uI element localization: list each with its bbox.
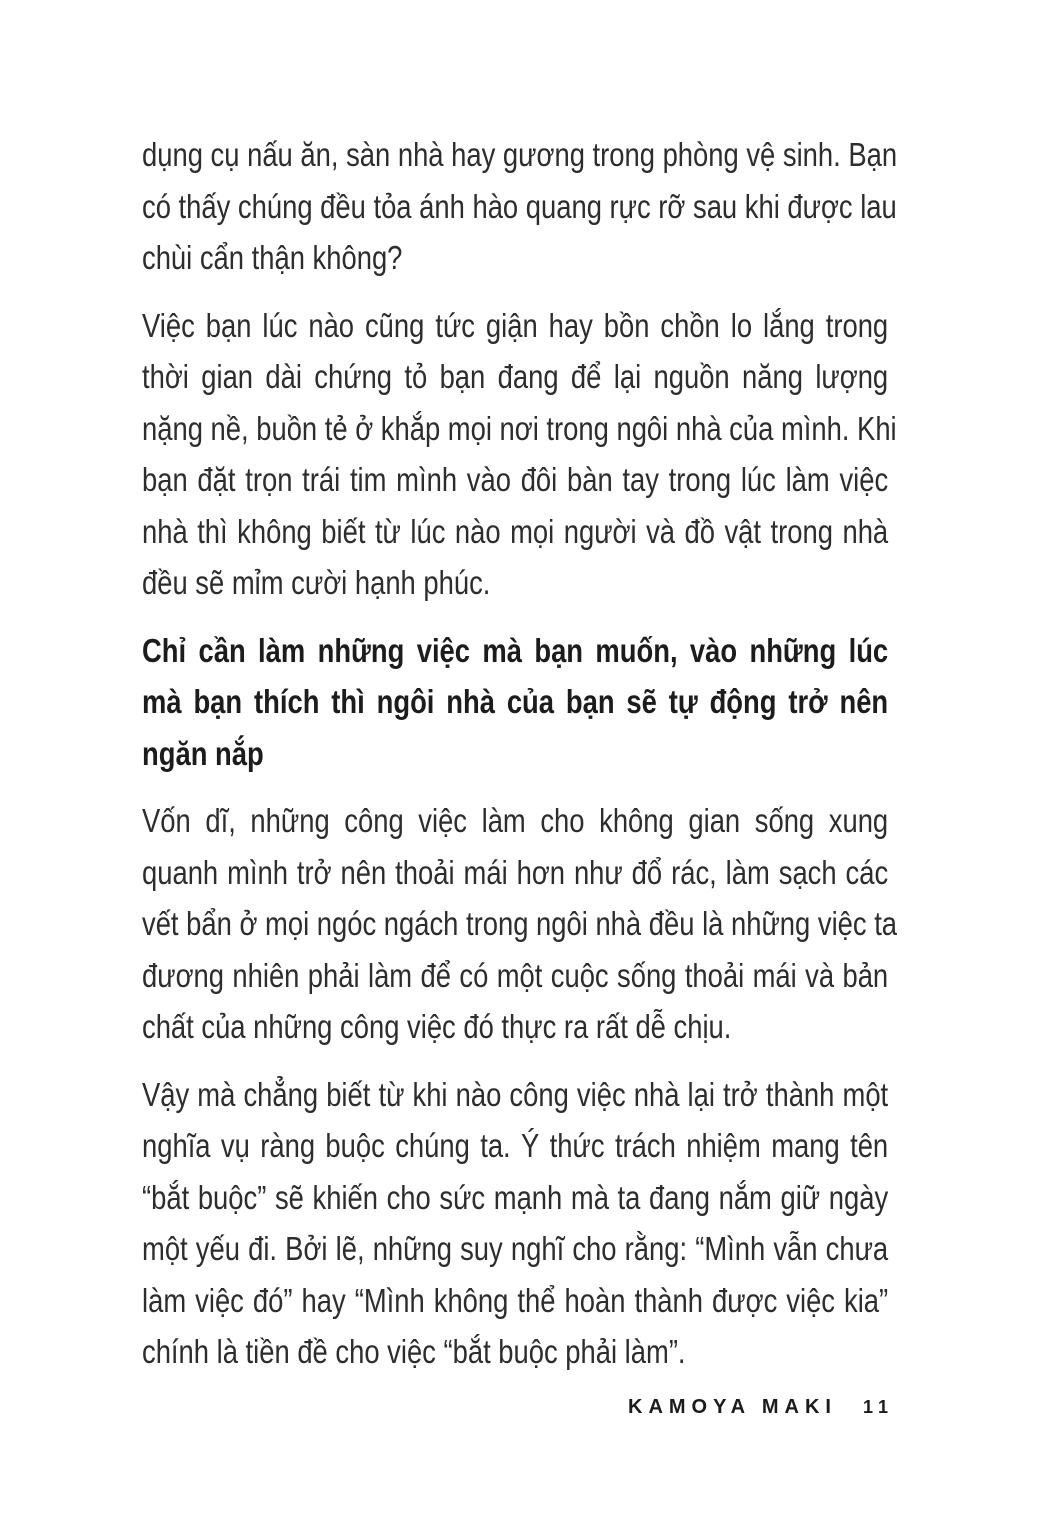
text-line: vết bẩn ở mọi ngóc ngách trong ngôi nhà đều là những việc ta [142, 905, 898, 942]
body-paragraph [142, 795, 898, 1053]
section-heading [142, 625, 888, 780]
text-line: một yếu đi. Bởi lẽ, những suy nghĩ cho rằng: “Mình vẫn chưa [142, 1230, 889, 1267]
text-line: chất của những công việc đó thực ra rất dễ chịu. [142, 1008, 732, 1045]
body-paragraph [142, 1069, 888, 1378]
text-line: quanh mình trở nên thoải mái hơn như đổ rác, làm sạch các [142, 853, 889, 891]
text-line: có thấy chúng đều tỏa ánh hào quang rực rỡ sau khi được lau [142, 187, 897, 225]
text-line: nặng nề, buồn tẻ ở khắp mọi nơi trong ngôi nhà của mình. Khi [142, 409, 897, 447]
text-block [142, 129, 898, 1378]
text-line: nghĩa vụ ràng buộc chúng ta. Ý thức trách nhiệm mang tên [142, 1127, 889, 1164]
text-line: thời gian dài chứng tỏ bạn đang để lại nguồn năng lượng [142, 358, 889, 395]
text-line: dụng cụ nấu ăn, sàn nhà hay gương trong phòng vệ sinh. Bạn [142, 136, 898, 173]
text-line: bạn đặt trọn trái tim mình vào đôi bàn tay trong lúc làm việc [142, 461, 889, 498]
text-line: Vốn dĩ, những công việc làm cho không gian sống xung [142, 802, 889, 839]
text-line: mà bạn thích thì ngôi nhà của bạn sẽ tự động trở nên [142, 683, 889, 720]
body-paragraph [142, 129, 898, 284]
text-line: “bắt buộc” sẽ khiến cho sức mạnh mà ta đang nắm giữ ngày [142, 1178, 889, 1216]
text-line: Việc bạn lúc nào cũng tức giận hay bồn chồn lo lắng trong [142, 306, 889, 344]
text-line: Chỉ cần làm những việc mà bạn muốn, vào những lúc [142, 631, 889, 669]
text-line: chính là tiền đề cho việc “bắt buộc phải làm”. [142, 1333, 686, 1370]
text-line: nhà thì không biết từ lúc nào mọi người và đồ vật trong nhà [142, 512, 889, 550]
text-line: đều sẽ mỉm cười hạnh phúc. [142, 564, 491, 601]
text-line: Vậy mà chẳng biết từ khi nào công việc nhà lại trở thành một [142, 1075, 889, 1113]
page-footer [142, 1392, 894, 1422]
text-line: đương nhiên phải làm để có một cuộc sống thoải mái và bản [142, 956, 889, 994]
running-footer-author: KAMOYA MAKI [628, 1395, 837, 1418]
body-paragraph [142, 300, 897, 609]
page-number: 11 [862, 1396, 894, 1417]
text-line: làm việc đó” hay “Mình không thể hoàn thành được việc kia” [142, 1281, 889, 1319]
text-line: chùi cẩn thận không? [142, 239, 403, 276]
text-line: ngăn nắp [142, 734, 264, 772]
